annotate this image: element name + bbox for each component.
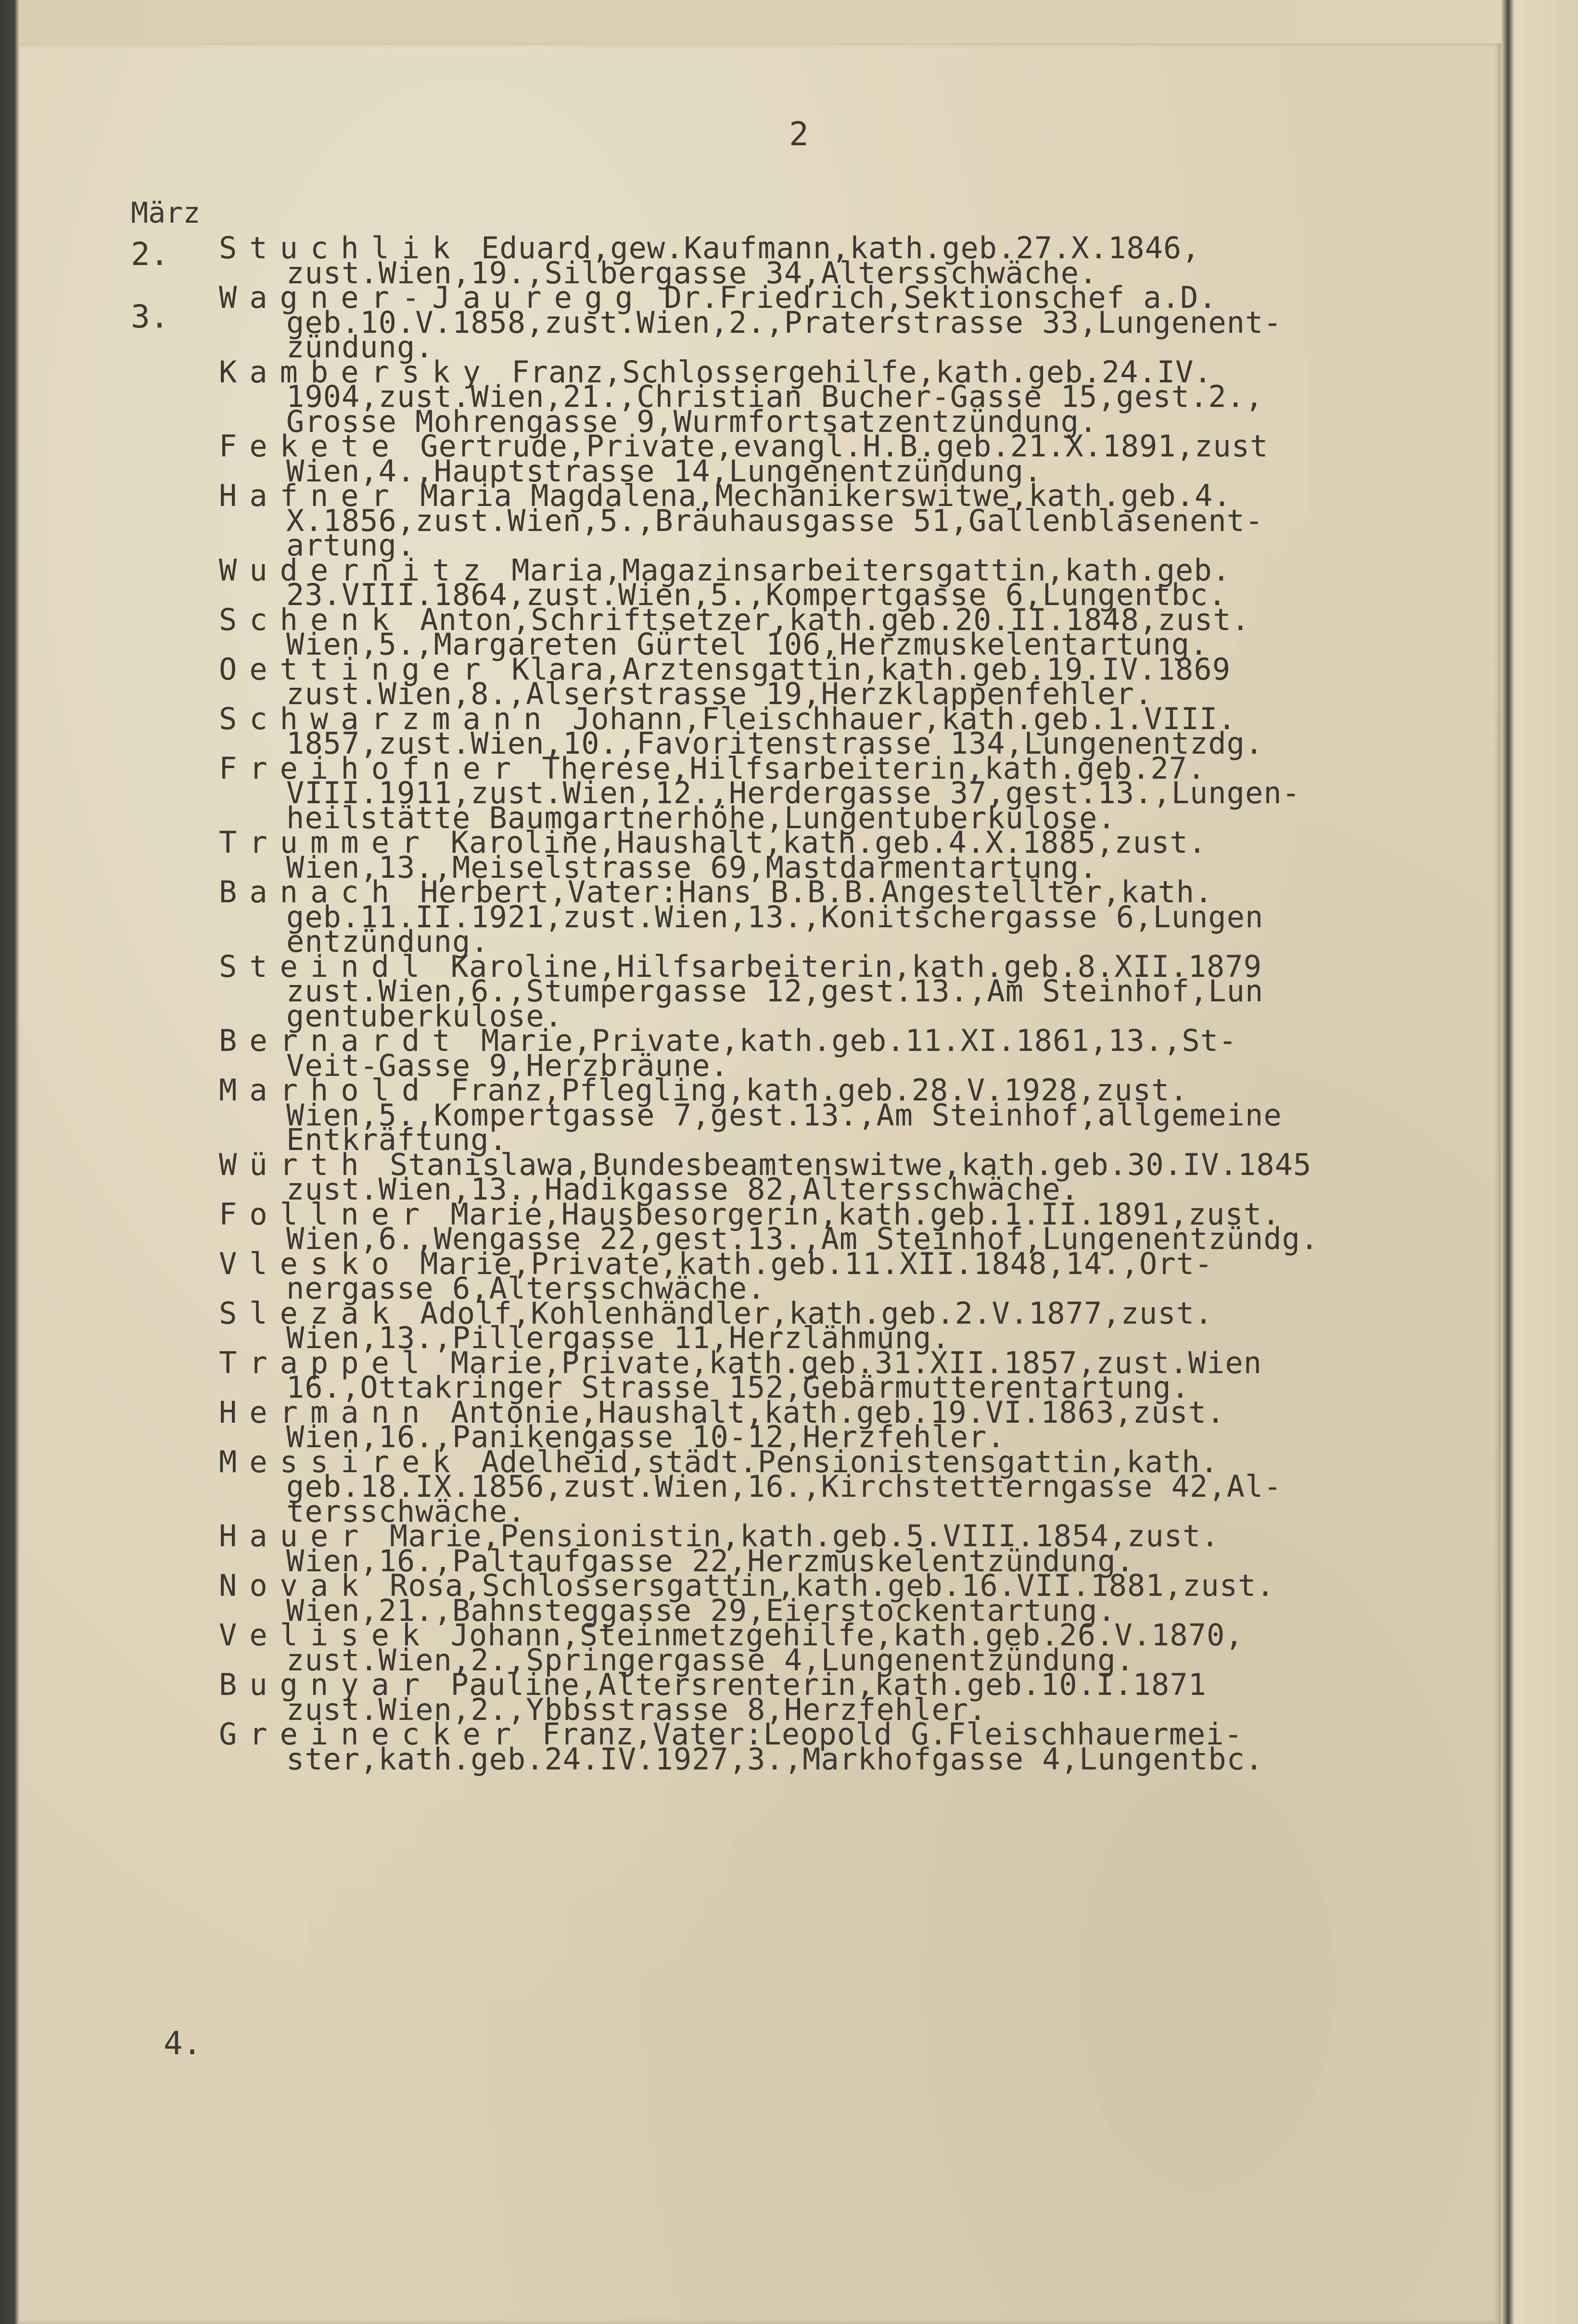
day-marker: 3. [131,298,169,335]
entry-text-line: 23.VIII.1864,zust.Wien,5.,Kompertgasse 6,Lungentbc. [286,577,1227,612]
entry-text-line: zust.Wien,6.,Stumpergasse 12,gest.13.,Am Steinhof,Lun [286,973,1264,1009]
entry-text-line: Marie,Private,kath.geb.11.XI.1861,13.,St- [481,1023,1237,1058]
entry-text-line: 16.,Ottakringer Strasse 152,Gebärmutterentartung. [286,1370,1190,1405]
entry-text-line: VIII.1911,zust.Wien,12.,Herdergasse 37,gest.13.,Lungen- [286,775,1300,810]
entry-text-line: Marie,Private,kath.geb.31.XII.1857,zust.Wien [450,1345,1262,1380]
entry-text-line: Veit-Gasse 9,Herzbräune. [286,1048,729,1083]
entry-surname: Greinecker [219,1717,524,1752]
entry-surname: Wagner-Jauregg [219,280,646,315]
entry-surname: Schwarzmann [219,701,554,736]
entry-text-line: Eduard,gew.Kaufmann,kath.geb.27.X.1846, [481,230,1200,265]
entry-surname: Schenk [219,602,402,637]
entry-text-line: Maria,Magazinsarbeitersgattin,kath.geb. [511,552,1231,588]
entry-text-line: Anton,Schriftsetzer,kath.geb.20.II.1848,zust. [420,602,1250,637]
entry-text-line: Johann,Steinmetzgehilfe,kath.geb.26.V.1870, [450,1617,1244,1653]
entry-text-line: Stanislawa,Bundesbeamtenswitwe,kath.geb.30.IV.1845 [389,1147,1312,1182]
entry-text-line: Marie,Hausbesorgerin,kath.geb.1.II.1891,zust. [450,1196,1281,1232]
entry-surname: Oettinger [219,651,493,687]
entry-text-line: Dr.Friedrich,Sektionschef a.D. [663,280,1217,315]
entry-surname: Velisek [219,1617,433,1653]
entry-surname: Vlesko [219,1246,402,1281]
entry-text-line: Wien,5.,Kompertgasse 7,gest.13.,Am Steinhof,allgemeine [286,1097,1282,1133]
entry-surname: Würth [219,1147,371,1182]
entry-text-line: entzündung. [286,924,489,959]
entry-text-line: tersschwäche. [286,1493,526,1529]
entry-text-line: Marie,Private,kath.geb.11.XII.1848,14.,Ort- [420,1246,1213,1281]
entry-text-line: Wien,16.,Panikengasse 10-12,Herzfehler. [286,1419,1005,1454]
entry-text-line: zündung. [286,329,434,365]
entry-surname: Banach [219,874,402,909]
entry-text-line: Wien,6.,Wengasse 22,gest.13.,Am Steinhof,Lungenentzündg. [286,1221,1319,1256]
entry-text-line: Franz,Pflegling,kath.geb.28.V.1928,zust. [450,1073,1188,1108]
entry-text-line: Wien,21.,Bahnsteggasse 29,Eierstockentartung. [286,1592,1116,1628]
entry-text-line: Entkräftung. [286,1122,508,1157]
entry-text-line: heilstätte Baumgartnerhöhe,Lungentuberkulose. [286,800,1116,835]
day-marker: 2. [131,236,169,273]
entry-surname: Freihofner [219,750,524,786]
entry-text-line: zust.Wien,2.,Springergasse 4,Lungenentzündung. [286,1642,1135,1678]
entry-text-line: Wien,13.,Pillergasse 11,Herzlähmung. [286,1320,950,1355]
entry-text-line: Wien,13.,Meiselstrasse 69,Mastdarmentartung. [286,849,1098,885]
entry-text-line: Therese,Hilfsarbeiterin,kath.geb.27. [542,750,1206,786]
entry-text-line: Herbert,Vater:Hans B.B.B.Angestellter,kath. [420,874,1213,909]
entry-surname: Stuchlik [219,230,463,265]
entry-text-line: gentuberkulose. [286,998,563,1034]
entry-text-line: Grosse Mohrengasse 9,Wurmfortsatzentzündung. [286,404,1098,439]
entry-text-line: Rosa,Schlossersgattin,kath.geb.16.VII.1881,zust. [389,1568,1275,1603]
entry-surname: Bernardt [219,1023,463,1058]
entry-surname: Novak [219,1568,371,1603]
entry-surname: Trappel [219,1345,433,1380]
entry-text-line: Pauline,Altersrenterin,kath.geb.10.I.1871 [450,1667,1207,1702]
entry-surname: Wudernitz [219,552,493,588]
entry-text-line: geb.18.IX.1856,zust.Wien,16.,Kirchstetterngasse 42,Al- [286,1469,1282,1504]
entry-surname: Steindl [219,948,433,984]
entry-text-line: 1857,zust.Wien,10.,Favoritenstrasse 134,Lungenentzdg. [286,726,1264,761]
entry-surname: Fekete [219,429,402,464]
entry-surname: Hafner [219,478,402,513]
entry-text-line: nergasse 6,Altersschwäche. [286,1271,766,1306]
month-heading: März [131,196,201,230]
entry-text-line: zust.Wien,19.,Silbergasse 34,Altersschwäche. [286,255,1098,290]
register-page [19,43,1501,2324]
entry-text-line: Karoline,Hilfsarbeiterin,kath.geb.8.XII.1879 [450,948,1262,984]
entry-text-line: geb.11.II.1921,zust.Wien,13.,Konitschergasse 6,Lungen [286,899,1264,935]
entry-surname: Messirek [219,1444,463,1479]
entry-text-line: X.1856,zust.Wien,5.,Bräuhausgasse 51,Gallenblasenent- [286,503,1264,538]
entry-text-line: Franz,Vater:Leopold G.Fleischhauermei- [542,1717,1243,1752]
entry-text-line: zust.Wien,8.,Alserstrasse 19,Herzklappenfehler. [286,676,1153,711]
entry-surname: Slezak [219,1295,402,1331]
entry-text-line: zust.Wien,13.,Hadikgasse 82,Altersschwäche. [286,1172,1080,1207]
entry-text-line: Gertrude,Private,evangl.H.B.geb.21.X.1891,zust [420,429,1269,464]
entry-surname: Hermann [219,1394,433,1430]
entry-surname: Kambersky [219,354,493,390]
entry-text-line: Wien,16.,Paltaufgasse 22,Herzmuskelentzündung. [286,1543,1135,1579]
entry-text-line: Wien,5.,Margareten Gürtel 106,Herzmuskelentartung. [286,627,1209,662]
entry-text-line: Franz,Schlossergehilfe,kath.geb.24.IV. [511,354,1212,390]
entry-surname: Follner [219,1196,433,1232]
entry-text-line: Johann,Fleischhauer,kath.geb.1.VIII. [572,701,1236,736]
entry-text-line: Klara,Arztensgattin,kath.geb.19.IV.1869 [511,651,1231,687]
entry-text-line: Maria Magdalena,Mechanikerswitwe,kath.geb.4. [420,478,1232,513]
entry-text-line: Adolf,Kohlenhändler,kath.geb.2.V.1877,zust. [420,1295,1213,1331]
entry-text-line: Adelheid,städt.Pensionistensgattin,kath. [481,1444,1219,1479]
entry-surname: Hauer [219,1518,371,1554]
entry-surname: Bugnyar [219,1667,433,1702]
entry-text-line: Wien,4.,Hauptstrasse 14,Lungenentzündung. [286,453,1043,489]
entry-text-line: 1904,zust.Wien,21.,Christian Bucher-Gasse 15,gest.2., [286,379,1264,414]
day-marker: 4. [164,2025,202,2062]
entry-surname: Trummer [219,825,433,860]
entry-surname: Marhold [219,1073,433,1108]
page-number: 2 [789,115,809,153]
entry-text-line: artung. [286,528,416,563]
entry-text-line: Antonie,Haushalt,kath.geb.19.VI.1863,zust. [450,1394,1225,1430]
entry-text-line: Marie,Pensionistin,kath.geb.5.VIII.1854,zust. [389,1518,1220,1554]
entry-text-line: Karoline,Haushalt,kath.geb.4.X.1885,zust. [450,825,1207,860]
entry-text-line: ster,kath.geb.24.IV.1927,3.,Markhofgasse 4,Lungentbc. [286,1741,1264,1777]
entry-text-line: geb.10.V.1858,zust.Wien,2.,Praterstrasse 33,Lungenent- [286,304,1282,340]
entry-text-line: zust.Wien,2.,Ybbsstrasse 8,Herzfehler. [286,1692,987,1727]
